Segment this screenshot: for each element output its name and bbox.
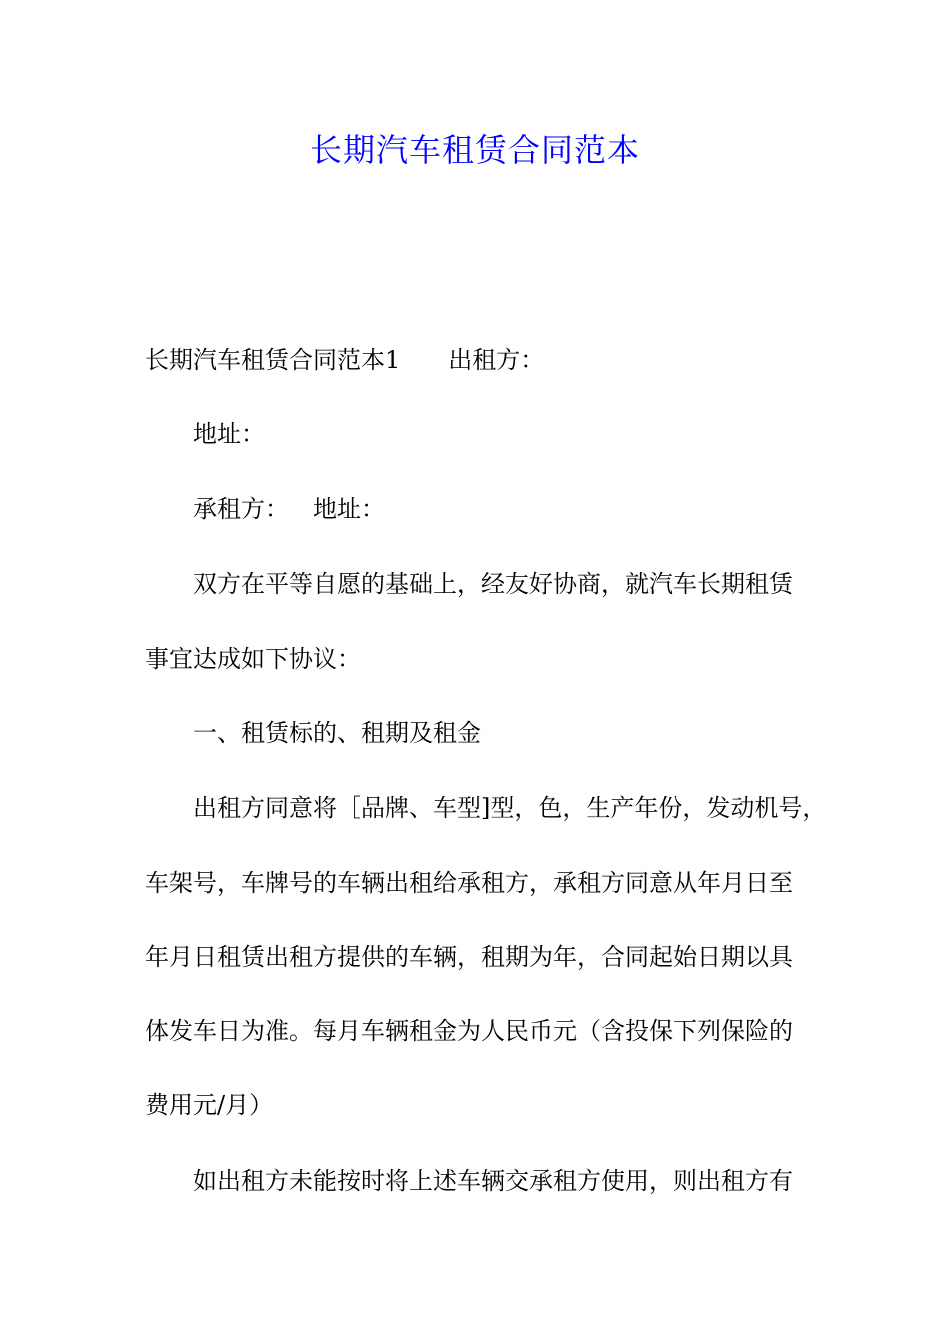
paragraph-line: 双方在平等自愿的基础上，经友好协商，就汽车长期租赁: [193, 570, 793, 598]
paragraph-line: 车架号，车牌号的车辆出租给承租方，承租方同意从年月日至: [145, 869, 793, 897]
heading-line: [145, 345, 544, 375]
paragraph-line: 如出租方未能按时将上述车辆交承租方使用，则出租方有: [193, 1167, 793, 1195]
paragraph-line: 体发车日为准。每月车辆租金为人民币元（含投保下列保险的: [145, 1017, 793, 1045]
paragraph-line: 出租方同意将［品牌、车型]型，色，生产年份，发动机号，: [193, 794, 827, 822]
section-heading: 一、租赁标的、租期及租金: [193, 719, 481, 747]
lessor-address-label: 地址：: [193, 420, 265, 448]
lessee-line: [193, 494, 385, 524]
paragraph-line: 费用元/月）: [145, 1091, 274, 1119]
document-title: 长期汽车租赁合同范本: [309, 131, 640, 169]
lessor-label: 出租方：: [448, 346, 545, 374]
paragraph-line: 年月日租赁出租方提供的车辆，租期为年，合同起始日期以具: [145, 943, 793, 971]
paragraph-line: 事宜达成如下协议：: [145, 645, 361, 673]
contract-heading: 长期汽车租赁合同范本1: [145, 346, 401, 374]
lessee-label: 承租方：: [193, 495, 289, 523]
lessee-address-label: 地址：: [313, 495, 385, 523]
